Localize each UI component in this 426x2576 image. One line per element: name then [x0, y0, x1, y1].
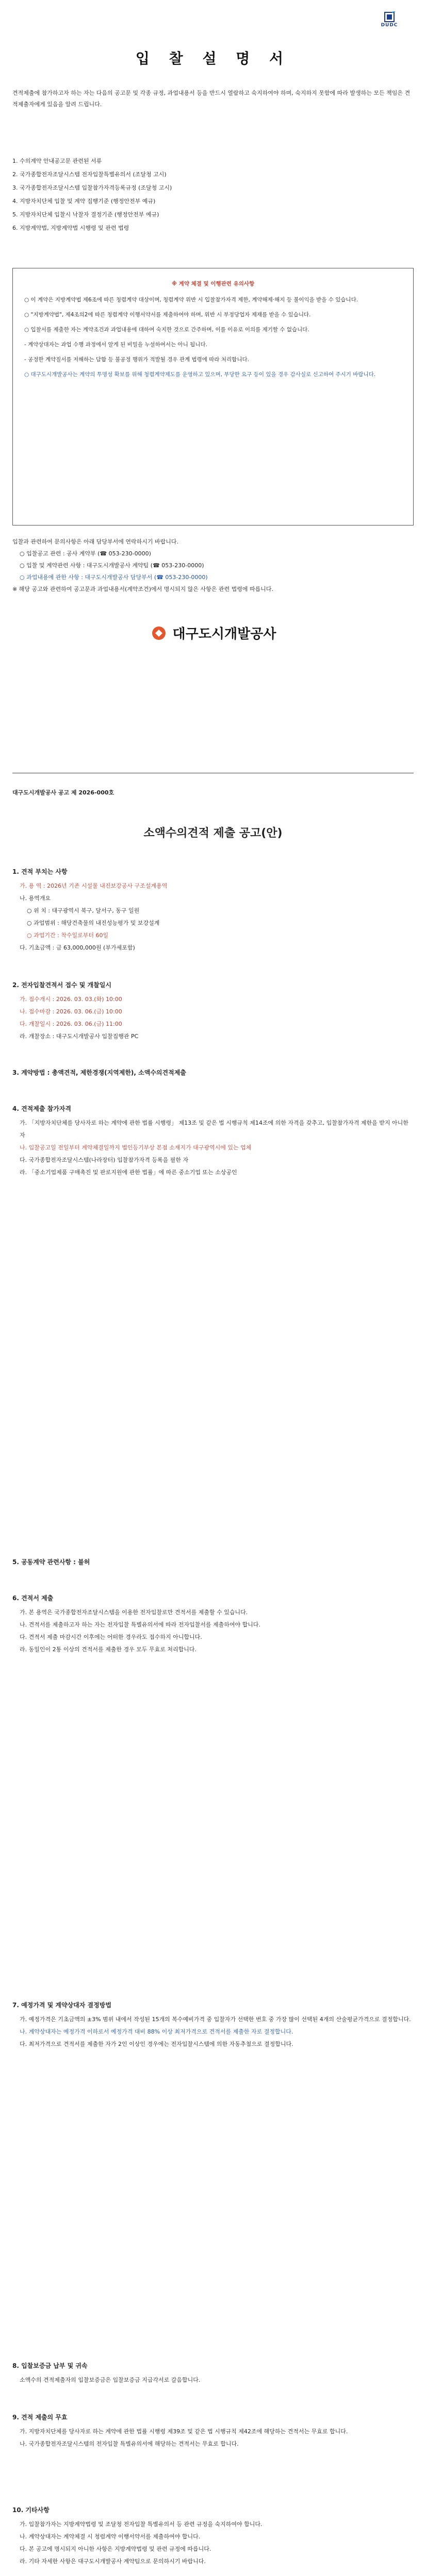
- section-title: 9. 견적 제출의 무효: [12, 2414, 68, 2421]
- section-8: [12, 2360, 414, 2386]
- document-list-item: 2. 국가종합전자조달시스템 전자입찰특별유의서 (조달청 고시): [12, 171, 167, 178]
- section-row: 나. 국가종합전자조달시스템의 전자입찰 특별유의서에 해당하는 견적서는 무효로 합니다.: [20, 2441, 239, 2447]
- section-row: 다. 국가종합전자조달시스템(나라장터) 입찰참가자격 등록을 필한 자: [20, 1157, 189, 1163]
- section-title: 5. 공동계약 관련사항 : 불허: [12, 1558, 90, 1566]
- document-list-item: 3. 국가종합전자조달시스템 입찰참가자격등록규정 (조달청 고시): [12, 184, 172, 191]
- contact-note: ※ 해당 공고와 관련하여 공고문과 과업내용서(계약조건)에서 명시되지 않은 사항은 관련 법령에 따릅니다.: [12, 586, 274, 592]
- section-row: 가. 「지방자치단체를 당사자로 하는 계약에 관한 법률 시행령」 제13조 및 같은 법 시행규칙 제14조에 의한 자격을 갖추고, 입찰참가자격 제한을 받지 아니한 자: [20, 1120, 408, 1139]
- intro-paragraph: 견적제출에 참가하고자 하는 자는 다음의 공고문 및 각종 규정, 과업내용서 등을 반드시 열람하고 숙지하여야 하며, 숙지하지 못함에 따라 발생하는 모든 책임은 견적제출자에게 있음을 알려 드립니다.: [12, 90, 411, 108]
- notice-heading: ※ 계약 체결 및 이행관련 유의사항: [171, 281, 255, 287]
- section-10: [12, 2504, 414, 2568]
- document-list-item: 4. 지방자치단체 입찰 및 계약 집행기준 (행정안전부 예규): [12, 198, 156, 205]
- section-row: 가. 본 용역은 국가종합전자조달시스템을 이용한 전자입찰로만 견적서를 제출할 수 있습니다.: [20, 1609, 248, 1616]
- org-logo-text: 대구도시개발공사: [172, 626, 276, 642]
- section-title: 4. 견적제출 참가자격: [12, 1105, 72, 1112]
- section-row: 라. 개찰장소 : 대구도시개발공사 입찰집행관 PC: [20, 1033, 139, 1040]
- section-title: 1. 견적 부치는 사항: [12, 868, 68, 875]
- section-1: [12, 866, 414, 954]
- document-list-item: 5. 지방자치단체 입찰시 낙찰자 결정기준 (행정안전부 예규): [12, 211, 159, 218]
- section-7: [12, 1999, 414, 2050]
- section-row: 가. 예정가격은 기초금액의 ±3% 범위 내에서 작성된 15개의 복수예비가격 중 입찰자가 선택한 번호 중 가장 많이 선택된 4개의 산술평균가격으로 결정합니다.: [20, 2016, 411, 2023]
- section-row: 다. 본 공고에 명시되지 아니한 사항은 지방계약법령 및 관련 규정에 따릅니다.: [20, 2546, 211, 2552]
- section-3: [12, 1066, 414, 1081]
- section-row: 가. 용 역 : 2026년 기존 시설물 내진보강공사 구조설계용역: [20, 883, 168, 889]
- contact-row: ○ 입찰공고 관련 : 공사 계약부 (☎ 053-230-0000): [20, 550, 151, 557]
- company-logo: [371, 11, 407, 32]
- section-2: [12, 979, 414, 1043]
- section-row: ○ 과업범위 : 해당건축물의 내진성능평가 및 보강설계: [27, 920, 160, 926]
- section-title: 3. 계약방법 : 총액견적, 제한경쟁(지역제한), 소액수의견적제출: [12, 1069, 186, 1076]
- section-4: [12, 1103, 414, 1179]
- logo-text: DUDC: [381, 23, 398, 28]
- notice-item: ○ 이 계약은 지방계약법 제6조에 따른 청렴계약 대상이며, 청렴계약 위반 시 입찰참가자격 제한, 계약해제·해지 등 불이익을 받을 수 있습니다.: [24, 297, 358, 303]
- contact-row: ○ 과업내용에 관한 사항 : 대구도시개발공사 담당부서 (☎ 053-230-0000): [20, 574, 208, 581]
- notice-title: 소액수의견적 제출 공고(안): [143, 827, 283, 840]
- section-title: 6. 견적서 제출: [12, 1595, 54, 1602]
- notice-item: - 계약상대자는 과업 수행 과정에서 알게 된 비밀을 누설하여서는 아니 됩니다.: [24, 342, 207, 348]
- org-logo: [0, 623, 426, 642]
- section-row: 가. 입찰참가자는 지방계약법령 및 조달청 전자입찰 특별유의서 등 관련 규정을 숙지하여야 합니다.: [20, 2521, 263, 2528]
- section-row: 다. 최저가격으로 견적서를 제출한 자가 2인 이상인 경우에는 전자입찰시스템에 의한 자동추첨으로 결정합니다.: [20, 2041, 293, 2047]
- section-row: 다. 견적서 제출 마감시간 이후에는 어떠한 경우라도 접수하지 아니합니다.: [20, 1634, 202, 1640]
- section-6: [12, 1592, 414, 1656]
- logo-mark-icon: [383, 11, 396, 23]
- section-title: 7. 예정가격 및 계약상대자 결정방법: [12, 2002, 111, 2009]
- notice-item: ○ 대구도시개발공사는 계약의 투명성 확보를 위해 청렴계약제도를 운영하고 있으며, 부당한 요구 등이 있을 경우 감사실로 신고하여 주시기 바랍니다.: [24, 371, 376, 378]
- notice-item: ○ "지방계약법", 제4조의2에 따른 청렴계약 이행서약서를 제출하여야 하며, 위반 시 부정당업자 제재를 받을 수 있습니다.: [24, 312, 311, 318]
- section-row: 나. 입찰공고일 전일부터 계약체결일까지 법인등기부상 본점 소재지가 대구광역시에 있는 업체: [20, 1144, 252, 1151]
- org-logo-icon: [150, 625, 168, 641]
- section-row: ○ 과업기간 : 착수일로부터 60일: [27, 932, 109, 939]
- section-row: 가. 지방자치단체를 당사자로 하는 계약에 관한 법률 시행령 제39조 및 같은 법 시행규칙 제42조에 해당하는 견적서는 무효로 합니다.: [20, 2428, 348, 2435]
- section-row: 라. 기타 자세한 사항은 대구도시개발공사 계약팀으로 문의하시기 바랍니다.: [20, 2558, 206, 2565]
- section-row: 나. 용역개요: [20, 895, 51, 902]
- document-list-item: 6. 지방계약법, 지방계약법 시행령 및 관련 법령: [12, 225, 129, 231]
- contact-section: [12, 536, 414, 595]
- contact-intro: 입찰과 관련하여 문의사항은 아래 담당부서에 연락하시기 바랍니다.: [12, 538, 179, 545]
- section-row: 라. 동일인이 2통 이상의 견적서를 제출한 경우 모두 무효로 처리합니다.: [20, 1646, 196, 1653]
- section-row: 가. 접수개시 : 2026. 03. 03.(화) 10:00: [20, 996, 122, 1003]
- section-5: [12, 1556, 414, 1570]
- section-row: 다. 기초금액 : 금 63,000,000원 (부가세포함): [20, 944, 135, 951]
- section-9: [12, 2411, 414, 2450]
- notice-box: [12, 268, 414, 526]
- section-row: 나. 견적서를 제출하고자 하는 자는 전자입찰 특별유의서에 따라 전자입찰서를 제출하여야 합니다.: [20, 1621, 260, 1628]
- section-row: ○ 위 치 : 대구광역시 북구, 달서구, 동구 일원: [27, 907, 140, 914]
- section-row: 라. 「중소기업제품 구매촉진 및 판로지원에 관한 법률」에 따른 중소기업 또는 소상공인: [20, 1169, 237, 1176]
- section-row: 나. 계약상대자는 계약체결 시 청렴계약 이행서약서를 제출하여야 합니다.: [20, 2533, 201, 2540]
- section-row: 나. 접수마감 : 2026. 03. 06.(금) 10:00: [20, 1008, 122, 1015]
- section-title: 10. 기타사항: [12, 2506, 50, 2514]
- notice-item: - 공정한 계약질서를 저해하는 담합 등 불공정 행위가 적발될 경우 관계 법령에 따라 처리합니다.: [24, 357, 249, 363]
- notice-number: 대구도시개발공사 공고 제 2026-000호: [12, 789, 114, 796]
- document-list-item: 1. 수의계약 안내공고문 관련된 서류: [12, 158, 102, 164]
- section-row: 소액수의 견적제출자의 입찰보증금은 입찰보증금 지급각서로 갈음합니다.: [20, 2377, 201, 2383]
- notice-item: ○ 입찰서를 제출한 자는 계약조건과 과업내용에 대하여 숙지한 것으로 간주하며, 이를 이유로 이의를 제기할 수 없습니다.: [24, 327, 309, 333]
- document-list: [12, 155, 404, 235]
- section-row: 다. 개찰일시 : 2026. 03. 06.(금) 11:00: [20, 1021, 122, 1027]
- section-title: 8. 입찰보증금 납부 및 귀속: [12, 2362, 88, 2369]
- section-row: 나. 계약상대자는 예정가격 이하로서 예정가격 대비 88% 이상 최저가격으로 견적서를 제출한 자로 결정합니다.: [20, 2028, 293, 2035]
- section-title: 2. 전자입찰견적서 접수 및 개찰일시: [12, 981, 111, 989]
- page-title: 입 찰 설 명 서: [135, 50, 291, 67]
- contact-row: ○ 입찰 및 계약관련 사항 : 대구도시개발공사 계약팀 (☎ 053-230-0000): [20, 562, 204, 569]
